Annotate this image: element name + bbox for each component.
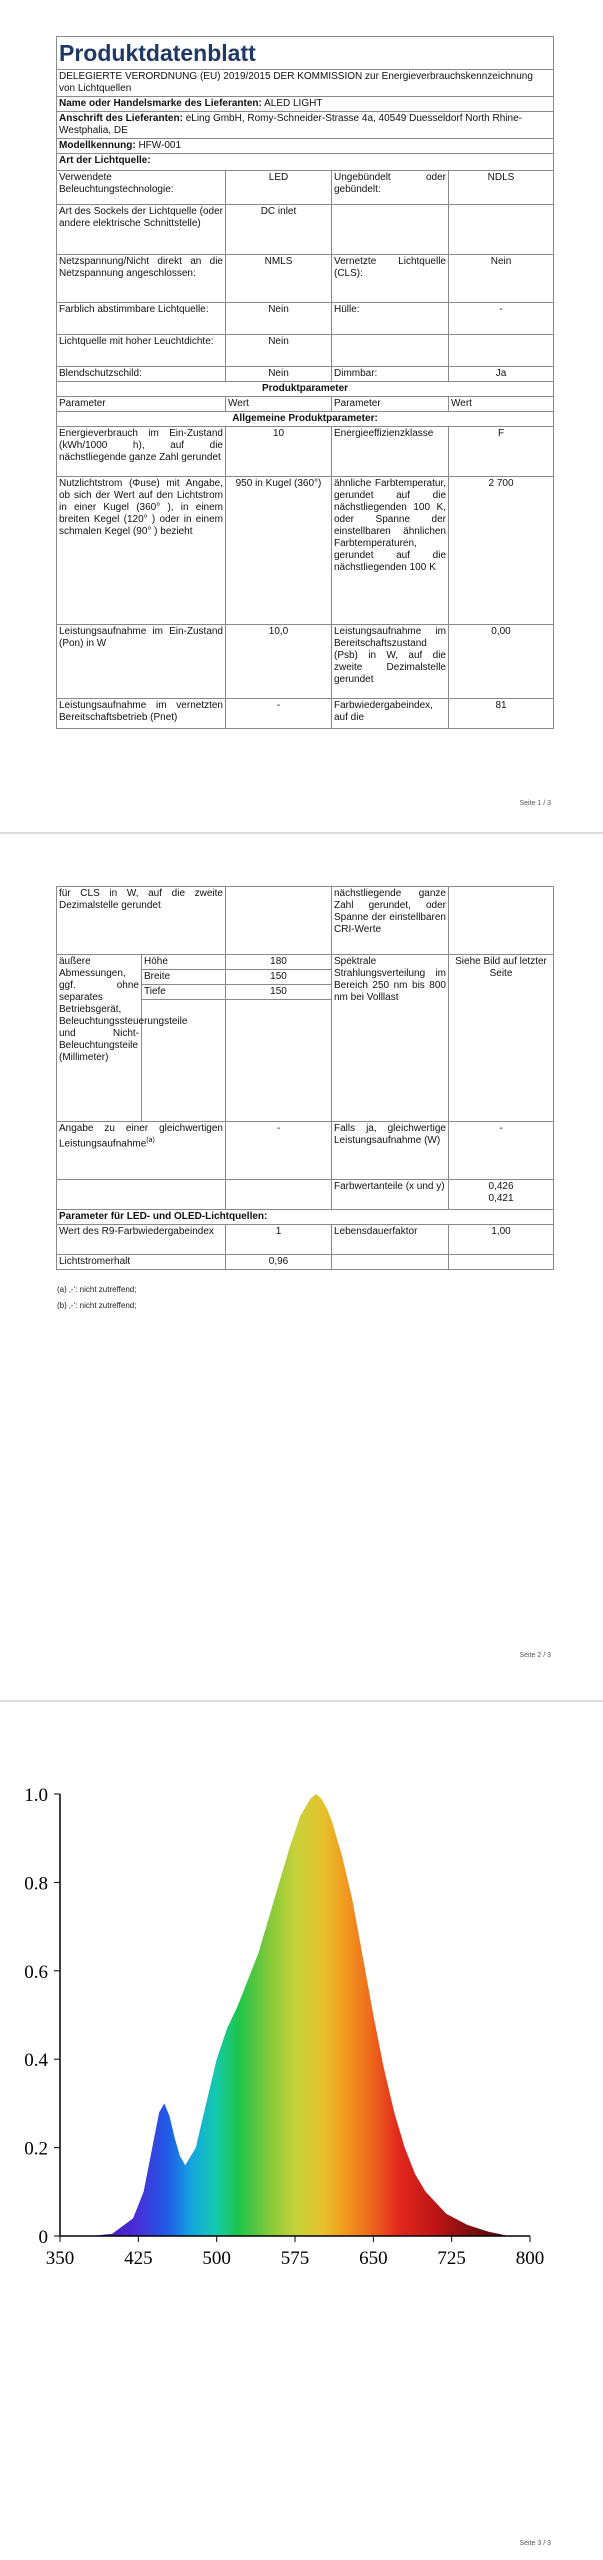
table-cell xyxy=(449,335,554,367)
page-1 xyxy=(0,0,603,820)
y-tick-label: 1.0 xyxy=(24,1785,48,1806)
page-title: Produktdatenblatt xyxy=(57,37,554,70)
dimension-key: Höhe xyxy=(142,955,226,970)
chromaticity-x: 0,426 xyxy=(488,1181,514,1192)
dimension-key: Tiefe xyxy=(142,985,226,1000)
page-number: Seite 1 / 3 xyxy=(519,800,551,807)
page-2 xyxy=(0,880,603,1700)
table-cell: Verwendete Beleuchtungstechnologie: xyxy=(57,171,226,205)
table-cell xyxy=(226,887,332,955)
equivalent-power-label xyxy=(57,1122,226,1180)
table-cell xyxy=(226,1000,332,1122)
table-cell: 1,00 xyxy=(449,1225,554,1255)
table-cell: - xyxy=(226,699,332,729)
light-source-type-header: Art der Lichtquelle: xyxy=(57,154,554,171)
footnote-mark: (a) xyxy=(146,1137,155,1144)
dimension-value: 150 xyxy=(226,985,332,1000)
supplier-name-label: Name oder Handelsmarke des Lieferanten: xyxy=(59,98,262,109)
table-cell: 10,0 xyxy=(226,625,332,699)
table-cell xyxy=(332,205,449,255)
table-cell: Energieeffizienzklasse xyxy=(332,427,449,477)
table-cell: Lichtstromerhalt xyxy=(57,1255,226,1270)
table-cell: Leistungsaufnahme im vernetzten Bereitschaftsbetrieb (Pnet) xyxy=(57,699,226,729)
table-cell: - xyxy=(449,1122,554,1180)
table-cell: Farblich abstimmbare Lichtquelle: xyxy=(57,303,226,335)
dimension-value: 180 xyxy=(226,955,332,970)
table-cell: 10 xyxy=(226,427,332,477)
column-header-parameter: Parameter xyxy=(57,397,226,412)
table-cell: 2 700 xyxy=(449,477,554,625)
datasheet-table-page-2 xyxy=(56,886,554,1270)
table-cell: Blendschutzschild: xyxy=(57,367,226,382)
y-tick-label: 0.2 xyxy=(24,2138,48,2160)
table-cell: Nutzlichtstrom (Φuse) mit Angabe, ob sich der Wert auf den Lichtstrom in einer Kugel (360° ), in einem breiten Kegel (120° ) oder in einem schmalen Kegel (90° ) bezieht xyxy=(57,477,226,625)
regulation-text: DELEGIERTE VERORDNUNG (EU) 2019/2015 DER KOMMISSION zur Energieverbrauchskennzeichnung von Lichtquellen xyxy=(57,70,554,97)
table-cell: Netzspannung/Nicht direkt an die Netzspannung angeschlossen: xyxy=(57,255,226,303)
table-cell: - xyxy=(449,303,554,335)
supplier-name: ALED LIGHT xyxy=(264,98,323,109)
table-cell: Lebensdauerfaktor xyxy=(332,1225,449,1255)
y-tick-label: 0 xyxy=(38,2227,48,2248)
table-cell: Dimmbar: xyxy=(332,367,449,382)
table-cell: 950 in Kugel (360°) xyxy=(226,477,332,625)
table-cell: 0,96 xyxy=(226,1255,332,1270)
product-params-header: Produktparameter xyxy=(57,382,554,397)
y-tick-label: 0.8 xyxy=(24,1873,48,1895)
spectral-label: Spektrale Strahlungsverteilung im Bereich 250 nm bis 800 nm bei Volllast xyxy=(332,955,449,1122)
table-cell: für CLS in W, auf die zweite Dezimalstelle gerundet xyxy=(57,887,226,955)
equivalent-power-text: Angabe zu einer gleichwertigen Leistungsaufnahme xyxy=(59,1123,223,1150)
table-cell: Wert des R9-Farbwiedergabeindex xyxy=(57,1225,226,1255)
model-id: HFW-001 xyxy=(138,140,182,151)
table-cell: Farbwertanteile (x und y) xyxy=(332,1180,449,1210)
column-header-value: Wert xyxy=(226,397,332,412)
spectral-value: Siehe Bild auf letzter Seite xyxy=(449,955,554,1122)
table-cell: - xyxy=(226,1122,332,1180)
table-cell: Art des Sockels der Lichtquelle (oder andere elektrische Schnittstelle) xyxy=(57,205,226,255)
general-params-header: Allgemeine Produktparameter: xyxy=(57,412,554,427)
table-cell xyxy=(449,205,554,255)
page-separator xyxy=(0,832,603,834)
supplier-name-row xyxy=(57,97,554,112)
table-cell: Hülle: xyxy=(332,303,449,335)
footnote-b: (b) ‚-‘: nicht zutreffend; xyxy=(57,1301,137,1310)
table-cell: Nein xyxy=(449,255,554,303)
table-cell xyxy=(332,335,449,367)
table-cell xyxy=(449,1255,554,1270)
table-cell: 81 xyxy=(449,699,554,729)
table-cell: NMLS xyxy=(226,255,332,303)
table-cell: Energieverbrauch im Ein-Zustand (kWh/1000 h), auf die nächstliegende ganze Zahl gerundet xyxy=(57,427,226,477)
datasheet-table-page-1 xyxy=(56,36,554,729)
table-cell: DC inlet xyxy=(226,205,332,255)
dimension-value: 150 xyxy=(226,970,332,985)
table-cell: NDLS xyxy=(449,171,554,205)
table-cell: LED xyxy=(226,171,332,205)
table-cell: Lichtquelle mit hoher Leuchtdichte: xyxy=(57,335,226,367)
supplier-address: eLing GmbH, Romy-Schneider-Strasse 4a, 40549 Duesseldorf North Rhine-Westphalia, DE xyxy=(59,113,522,136)
column-header-parameter: Parameter xyxy=(332,397,449,412)
table-cell xyxy=(332,1255,449,1270)
x-tick-label: 425 xyxy=(124,2248,153,2269)
supplier-address-row xyxy=(57,112,554,139)
table-cell: Nein xyxy=(226,303,332,335)
x-tick-label: 575 xyxy=(280,2248,310,2269)
x-tick-label: 500 xyxy=(202,2248,231,2269)
x-tick-label: 350 xyxy=(45,2248,75,2269)
column-header-value: Wert xyxy=(449,397,554,412)
table-cell: Farbwiedergabeindex, auf die xyxy=(332,699,449,729)
y-tick-label: 0.6 xyxy=(24,1961,48,1983)
dimension-key: Breite xyxy=(142,970,226,985)
table-cell: nächstliegende ganze Zahl gerundet, oder Spanne der einstellbaren CRI-Werte xyxy=(332,887,449,955)
supplier-address-label: Anschrift des Lieferanten: xyxy=(59,113,183,124)
table-cell xyxy=(57,1180,226,1210)
page-separator xyxy=(0,1700,603,1702)
footnote-a: (a) ‚-‘: nicht zutreffend; xyxy=(57,1285,137,1294)
table-cell: ähnliche Farbtemperatur, gerundet auf die nächstliegenden 100 K, oder Spanne der einstellbaren ähnlichen Farbtemperaturen, gerundet auf die nächstliegenden 100 K xyxy=(332,477,449,625)
page-number: Seite 3 / 3 xyxy=(519,2540,551,2547)
table-cell: Leistungsaufnahme im Ein-Zustand (Pon) in W xyxy=(57,625,226,699)
table-cell: Falls ja, gleichwertige Leistungsaufnahme (W) xyxy=(332,1122,449,1180)
table-cell: 0,00 xyxy=(449,625,554,699)
table-cell xyxy=(226,1180,332,1210)
chromaticity-values xyxy=(449,1180,554,1210)
model-row xyxy=(57,139,554,154)
table-cell: 1 xyxy=(226,1225,332,1255)
led-params-header: Parameter für LED- und OLED-Lichtquellen: xyxy=(57,1210,554,1225)
x-tick-label: 650 xyxy=(359,2248,388,2269)
x-tick-label: 800 xyxy=(515,2248,545,2269)
spectrum-area xyxy=(91,1794,509,2236)
page-3 xyxy=(0,1720,603,2560)
spectral-distribution-chart xyxy=(0,1760,603,2280)
model-label: Modellkennung: xyxy=(59,140,136,151)
table-cell: Nein xyxy=(226,335,332,367)
table-cell: Ja xyxy=(449,367,554,382)
table-cell: F xyxy=(449,427,554,477)
table-cell xyxy=(449,887,554,955)
table-cell: Nein xyxy=(226,367,332,382)
y-tick-label: 0.4 xyxy=(24,2050,48,2072)
table-cell: Ungebündelt oder gebündelt: xyxy=(332,171,449,205)
table-cell: Vernetzte Lichtquelle (CLS): xyxy=(332,255,449,303)
dimensions-label: äußere Abmessungen, ggf. ohne separates Betriebsgerät, Beleuchtungssteuerungsteile und Nicht-Beleuchtungsteile (Millimeter) xyxy=(57,955,142,1122)
table-cell: Leistungsaufnahme im Bereitschaftszustand (Psb) in W, auf die zweite Dezimalstelle gerundet xyxy=(332,625,449,699)
x-tick-label: 725 xyxy=(437,2248,466,2269)
chromaticity-y: 0,421 xyxy=(488,1193,514,1204)
page-number: Seite 2 / 3 xyxy=(519,1652,551,1659)
